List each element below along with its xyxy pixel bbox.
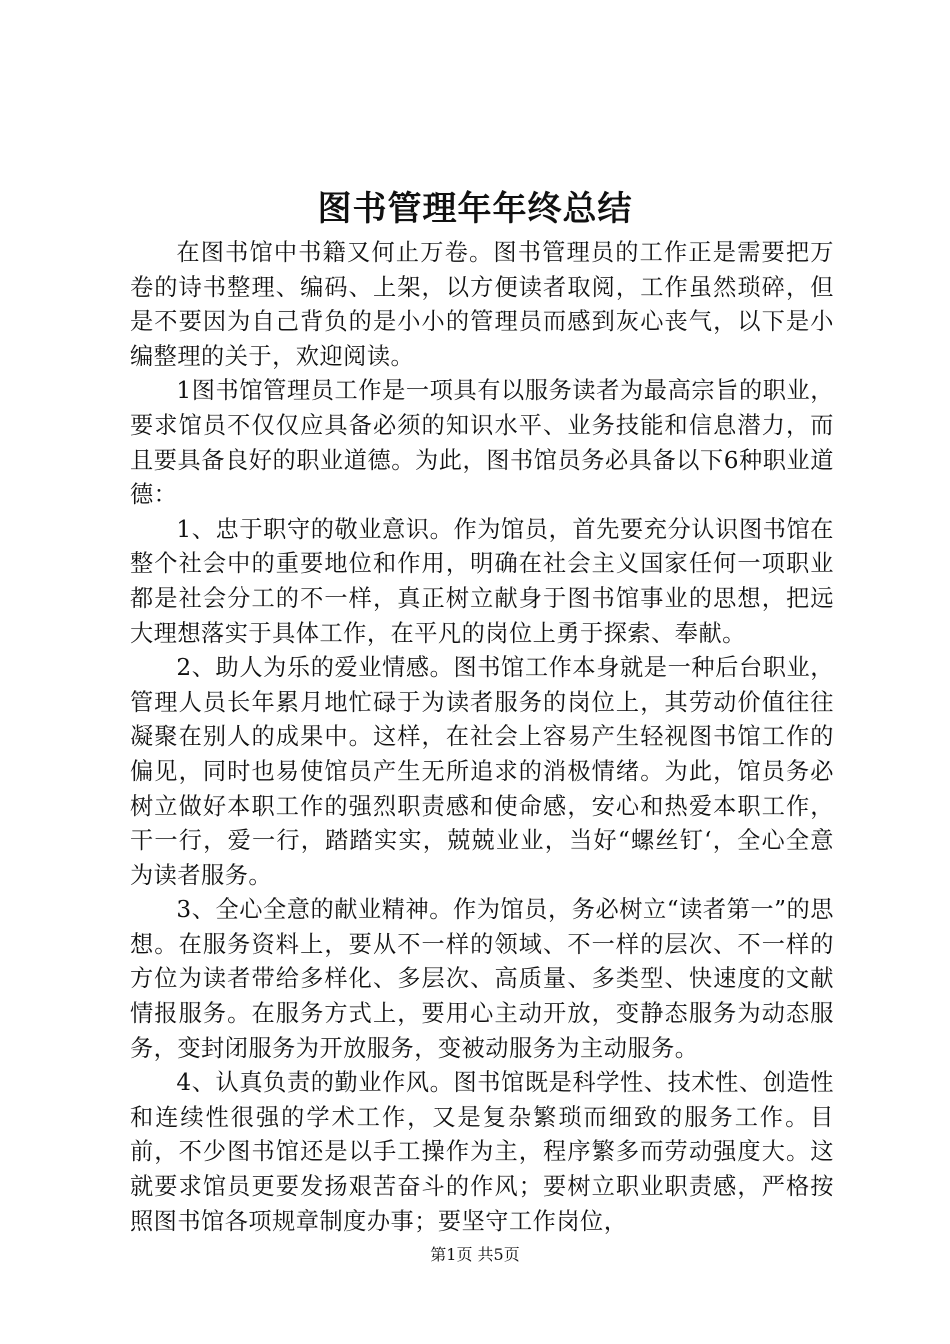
paragraph-item-3: 3、全心全意的献业精神。作为馆员，务必树立“读者第一”的思想。在服务资料上，要从不一样的领域、不一样的层次、不一样的方位为读者带给多样化、多层次、高质量、多类型、快速度的文献情报服务。在服务方式上，要用心主动开放，变静态服务为动态服务，变封闭服务为开放服务，变被动服务为主动服务。 xyxy=(130,896,834,1062)
paragraph-item-1: 1、忠于职守的敬业意识。作为馆员，首先要充分认识图书馆在整个社会中的重要地位和作用，明确在社会主义国家任何一项职业都是社会分工的不一样，真正树立献身于图书馆事业的思想，把远大理想落实于具体工作，在平凡的岗位上勇于探索、奉献。 xyxy=(130,515,834,647)
document-body xyxy=(130,236,834,1239)
paragraph-overview: 1图书馆管理员工作是一项具有以服务读者为最高宗旨的职业，要求馆员不仅仅应具备必须的知识水平、业务技能和信息潜力，而且要具备良好的职业道德。为此，图书馆员务必具备以下6种职业道德： xyxy=(130,377,834,509)
paragraph-item-2: 2、助人为乐的爱业情感。图书馆工作本身就是一种后台职业，管理人员长年累月地忙碌于为读者服务的岗位上，其劳动价值往往凝聚在别人的成果中。这样，在社会上容易产生轻视图书馆工作的偏见，同时也易使馆员产生无所追求的消极情绪。为此，馆员务必树立做好本职工作的强烈职责感和使命感，安心和热爱本职工作，干一行，爱一行，踏踏实实，兢兢业业，当好“螺丝钉‘，全心全意为读者服务。 xyxy=(130,654,834,889)
document-title: 图书管理年年终总结 xyxy=(317,189,633,229)
paragraph-item-4: 4、认真负责的勤业作风。图书馆既是科学性、技术性、创造性和连续性很强的学术工作，又是复杂繁琐而细致的服务工作。目前，不少图书馆还是以手工操作为主，程序繁多而劳动强度大。这就要求馆员更要发扬艰苦奋斗的作风；要树立职业职责感，严格按照图书馆各项规章制度办事；要坚守工作岗位， xyxy=(130,1069,834,1235)
page-footer: 第1页 共5页 xyxy=(430,1245,520,1264)
paragraph-intro: 在图书馆中书籍又何止万卷。图书管理员的工作正是需要把万卷的诗书整理、编码、上架，以方便读者取阅，工作虽然琐碎，但是不要因为自己背负的是小小的管理员而感到灰心丧气，以下是小编整理的关于，欢迎阅读。 xyxy=(130,239,834,370)
